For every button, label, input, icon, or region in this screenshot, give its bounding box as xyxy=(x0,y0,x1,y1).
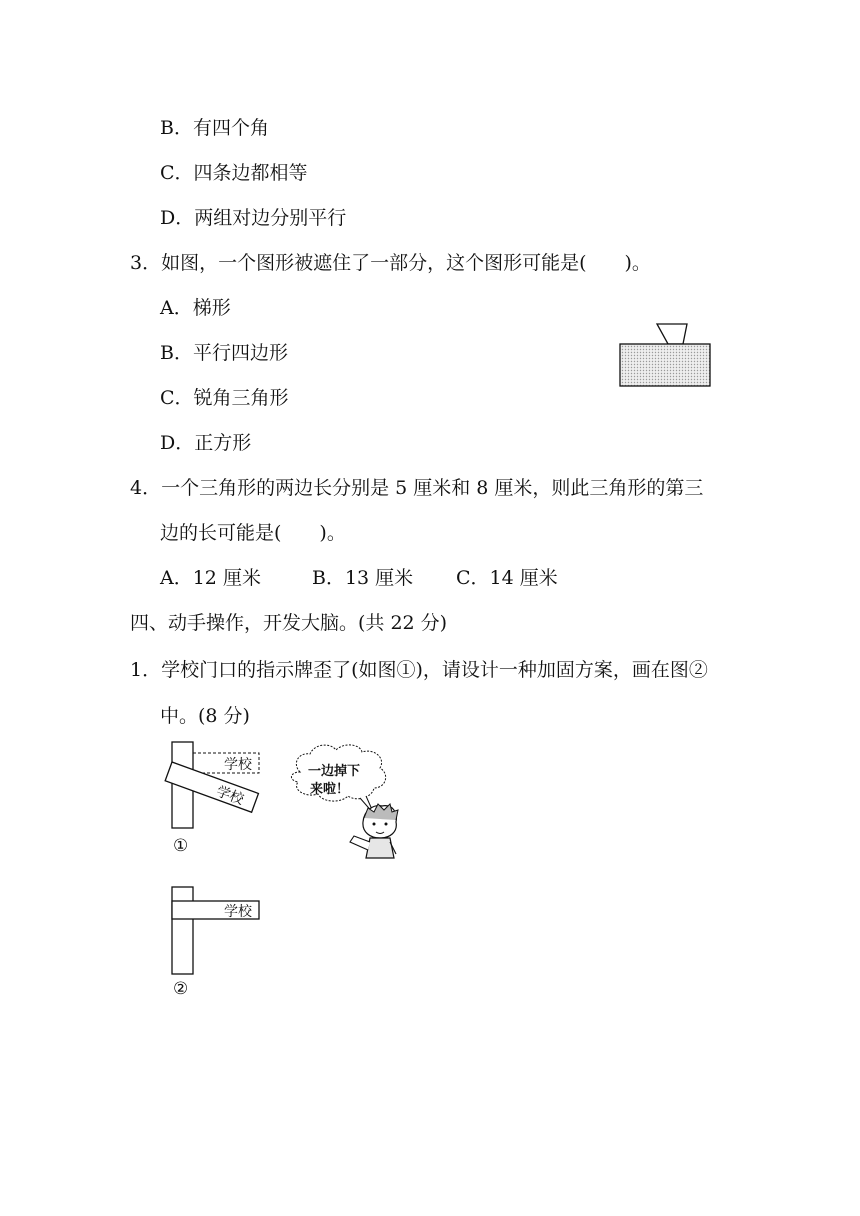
sign-text-2: 学校 xyxy=(224,904,252,920)
q4-option-c: C．14 厘米 xyxy=(456,567,558,589)
q3-option-a: A．梯形 xyxy=(160,297,231,319)
q2-option-d: D．两组对边分别平行 xyxy=(160,207,347,229)
hidden-shape-visible-part xyxy=(657,324,687,344)
q3-option-c: C．锐角三角形 xyxy=(160,387,289,409)
sign-text-dashed: 学校 xyxy=(224,757,252,773)
q4-option-b: B．13 厘米 xyxy=(312,567,414,589)
q3-stem: 3．如图，一个图形被遮住了一部分，这个图形可能是( )。 xyxy=(130,252,651,274)
figure-2-label: ② xyxy=(173,979,189,999)
covering-rectangle xyxy=(620,344,710,386)
figure-1 xyxy=(160,738,420,862)
s4-q1-line2: 中。(8 分) xyxy=(160,705,250,727)
q3-option-b: B．平行四边形 xyxy=(160,342,288,364)
sign-post-2 xyxy=(172,887,193,974)
sign-text-tilted: 学校 xyxy=(214,783,246,809)
q4-options xyxy=(160,566,558,590)
s4-q1-line1: 1．学校门口的指示牌歪了(如图①)，请设计一种加固方案，画在图② xyxy=(130,659,708,681)
q3-figure xyxy=(615,318,715,392)
figure-1-label: ① xyxy=(173,836,189,856)
q4-stem-line1: 4．一个三角形的两边长分别是 5 厘米和 8 厘米，则此三角形的第三 xyxy=(130,477,704,499)
section4-heading: 四、动手操作，开发大脑。(共 22 分) xyxy=(130,612,448,634)
boy-illustration xyxy=(350,804,398,858)
speech-line1: 一边掉下 xyxy=(308,764,361,779)
q4-option-a: A．12 厘米 xyxy=(160,567,261,589)
figure-2 xyxy=(160,880,270,1000)
q2-option-c: C．四条边都相等 xyxy=(160,162,308,184)
speech-line2: 来啦！ xyxy=(310,782,350,797)
q2-option-b: B．有四个角 xyxy=(160,117,269,139)
q3-option-d: D．正方形 xyxy=(160,432,252,454)
q4-stem-line2: 边的长可能是( )。 xyxy=(160,522,346,544)
